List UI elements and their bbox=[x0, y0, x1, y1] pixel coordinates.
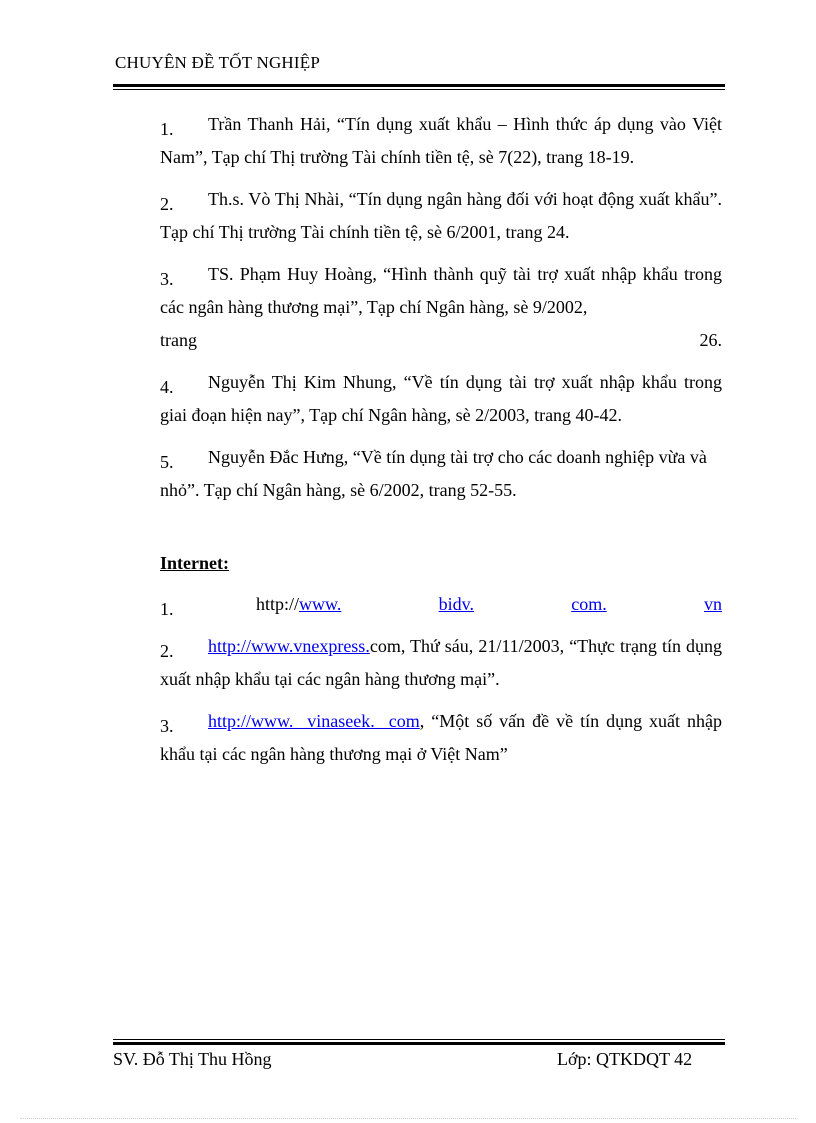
vinaseek-link[interactable]: http://www. vinaseek. com bbox=[208, 711, 420, 731]
reference-number: 1. bbox=[160, 119, 174, 139]
footer-author: SV. Đỗ Thị Thu Hồng bbox=[113, 1049, 272, 1069]
link-part[interactable]: bidv. bbox=[438, 594, 474, 614]
reference-text: Trần Thanh Hải, “Tín dụng xuất khẩu – Hình thức áp dụng vào Việt Nam”, Tạp chí Thị trường Tài chính tiền tệ, sè 7(22), trang 18-19. bbox=[160, 114, 722, 167]
internet-item-text: , “Một số vấn đề về tín dụng xuất nhập khẩu tại các ngân hàng thương mại ở Việt Nam” bbox=[160, 711, 723, 764]
internet-item bbox=[160, 630, 722, 696]
internet-url-prefix: http:// bbox=[256, 594, 300, 614]
reference-item bbox=[160, 258, 722, 324]
reference-text: TS. Phạm Huy Hoàng, “Hình thành quỹ tài trợ xuất nhập khẩu trong các ngân hàng thương mại”, Tạp chí Ngân hàng, sè 9/2002, bbox=[160, 264, 722, 317]
reference-number: 5. bbox=[160, 452, 174, 472]
reference-text: Nguyễn Thị Kim Nhung, “Về tín dụng tài trợ xuất nhập khẩu trong giai đoạn hiện nay”, Tạp chí Ngân hàng, sè 2/2003, trang 40-42. bbox=[160, 372, 722, 425]
link-part[interactable]: com. bbox=[571, 594, 607, 614]
reference-tail-right: 26. bbox=[699, 330, 722, 350]
internet-item bbox=[160, 588, 722, 621]
reference-item bbox=[160, 183, 722, 249]
internet-number: 2. bbox=[160, 641, 174, 661]
page-bottom-border bbox=[20, 1118, 796, 1119]
vnexpress-link[interactable]: http://www.vnexpress. bbox=[208, 636, 370, 656]
reference-text: Nguyễn Đắc Hưng, “Về tín dụng tài trợ cho các doanh nghiệp vừa và nhỏ”. Tạp chí Ngân hàng, sè 6/2002, trang 52-55. bbox=[160, 447, 707, 500]
internet-item bbox=[160, 705, 722, 771]
footer-class: Lớp: QTKDQT 42 bbox=[557, 1049, 693, 1069]
document-body bbox=[160, 108, 722, 780]
reference-item bbox=[160, 441, 722, 507]
internet-heading: Internet: bbox=[160, 553, 229, 573]
reference-number: 4. bbox=[160, 377, 174, 397]
link-part[interactable]: vn bbox=[703, 594, 722, 614]
reference-item bbox=[160, 366, 722, 432]
reference-number: 2. bbox=[160, 194, 174, 214]
internet-number: 1. bbox=[160, 599, 174, 619]
reference-number: 3. bbox=[160, 269, 174, 289]
internet-item-text: com, Thứ sáu, 21/11/2003, “Thực trạng tín dụng xuất nhập khẩu tại các ngân hàng thương mại”. bbox=[160, 636, 722, 689]
footer-rule bbox=[113, 1039, 725, 1045]
link-part[interactable]: www. bbox=[299, 594, 342, 614]
bidv-link[interactable] bbox=[299, 588, 722, 621]
reference-item bbox=[160, 108, 722, 174]
reference-text: Th.s. Vò Thị Nhài, “Tín dụng ngân hàng đối với hoạt động xuất khẩu”. Tạp chí Thị trường Tài chính tiền tệ, sè 6/2001, trang 24. bbox=[160, 189, 722, 242]
reference-tail-line bbox=[160, 324, 722, 357]
internet-number: 3. bbox=[160, 716, 174, 736]
reference-tail-left: trang bbox=[160, 330, 197, 350]
header-rule bbox=[113, 84, 725, 90]
page-header-title: CHUYÊN ĐỀ TỐT NGHIỆP bbox=[115, 53, 321, 72]
